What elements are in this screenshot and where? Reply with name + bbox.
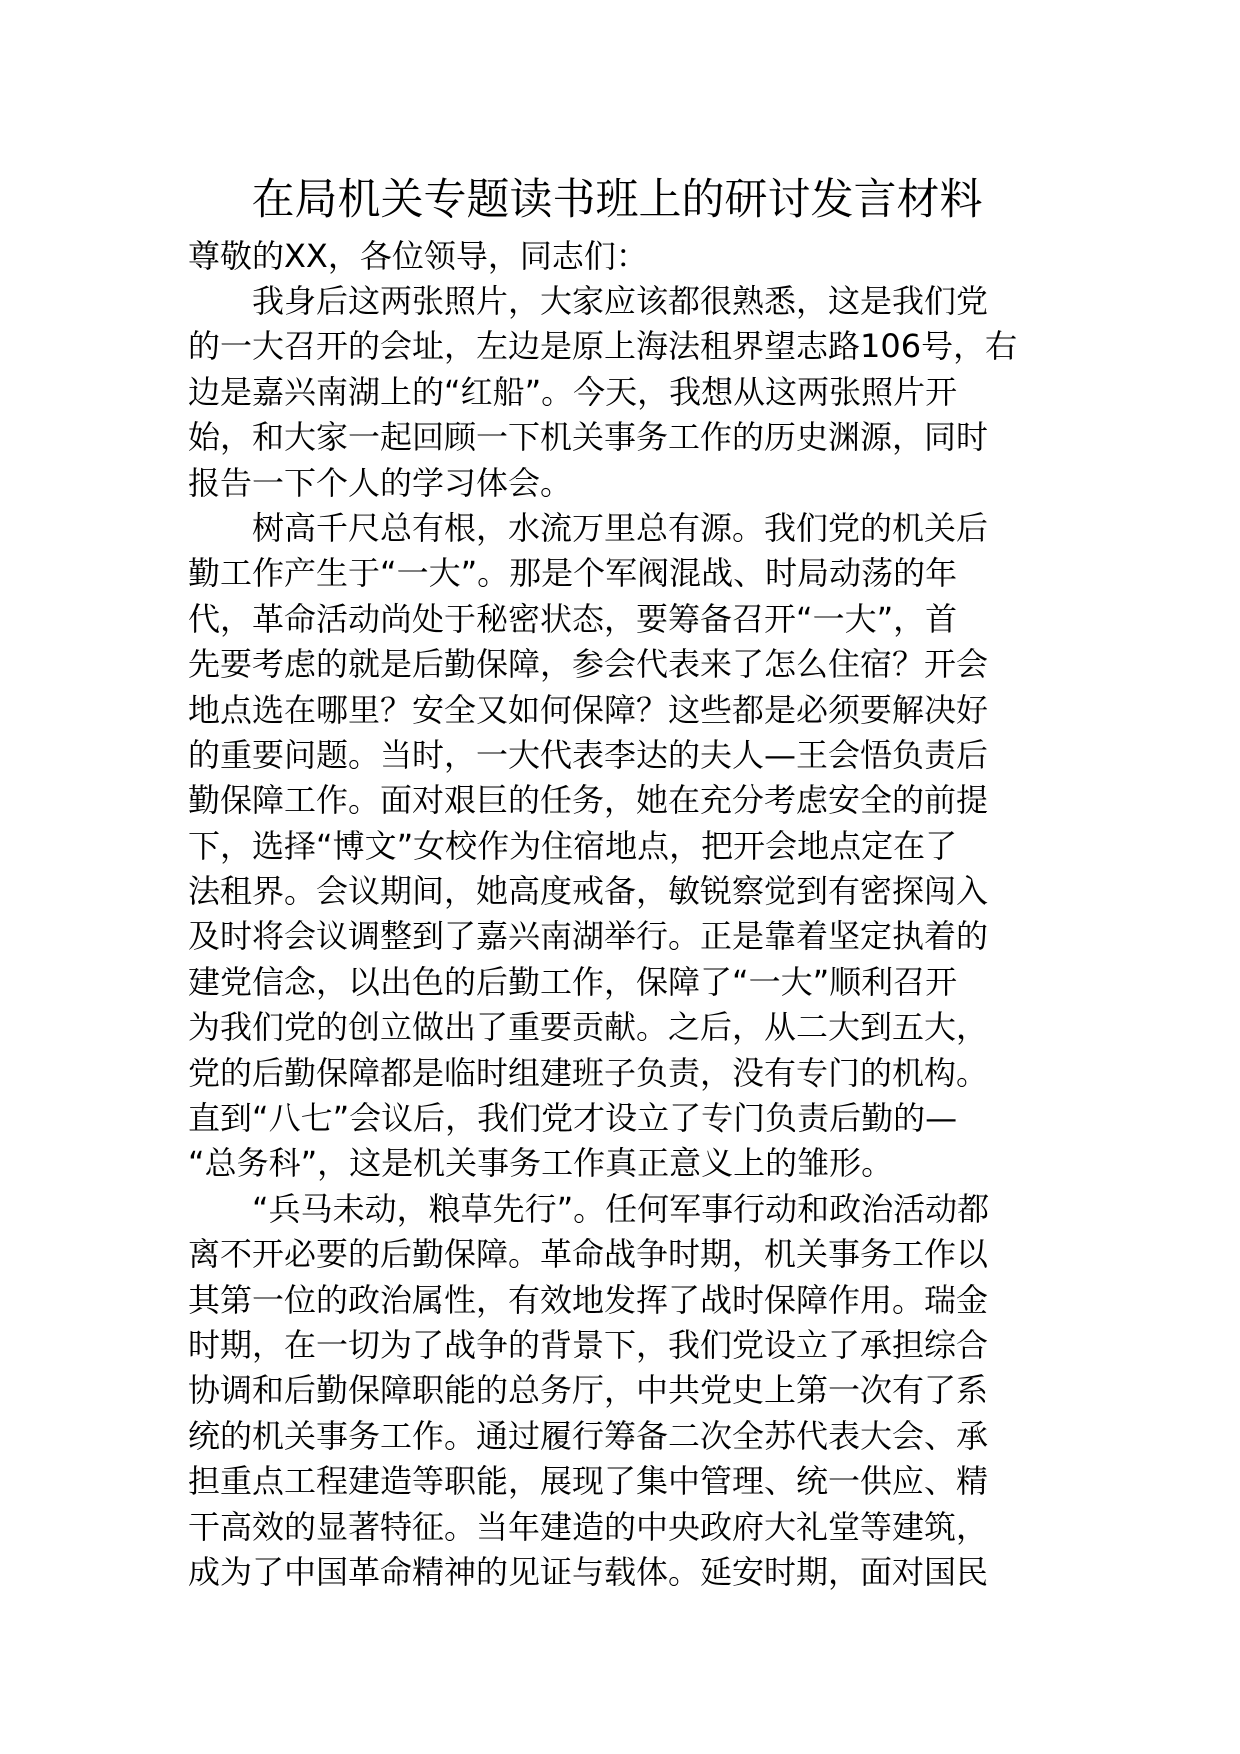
paragraph-line: 下，选择“博文”女校作为住宿地点，把开会地点定在了 [188, 826, 958, 865]
paragraph-line: 勤工作产生于“一大”。那是个军阀混战、时局动荡的年 [188, 554, 958, 593]
salutation: 尊敬的XX，各位领导，同志们： [188, 237, 648, 275]
paragraph-line: 始，和大家一起回顾一下机关事务工作的历史渊源，同时 [188, 418, 989, 457]
paragraph-line: 离不开必要的后勤保障。革命战争时期，机关事务工作以 [188, 1235, 989, 1274]
paragraph-line: 担重点工程建造等职能，展现了集中管理、统一供应、精 [188, 1462, 989, 1501]
paragraph-line: 成为了中国革命精神的见证与载体。延安时期，面对国民 [188, 1552, 989, 1591]
paragraph-2 [188, 506, 1060, 1187]
paragraph-line: 其第一位的政治属性，有效地发挥了战时保障作用。瑞金 [188, 1280, 989, 1319]
paragraph-line: 党的后勤保障都是临时组建班子负责，没有专门的机构。 [188, 1053, 989, 1092]
paragraph-line: 统的机关事务工作。通过履行筹备二次全苏代表大会、承 [188, 1416, 989, 1455]
paragraph-line: “总务科”，这是机关事务工作真正意义上的雏形。 [188, 1144, 894, 1183]
paragraph-line: 建党信念，以出色的后勤工作，保障了“一大”顺利召开 [188, 962, 958, 1001]
paragraph-line: “兵马未动，粮草先行”。任何军事行动和政治活动都 [252, 1189, 990, 1228]
paragraph-line: 先要考虑的就是后勤保障，参会代表来了怎么住宿？开会 [188, 645, 989, 684]
paragraph-line: 为我们党的创立做出了重要贡献。之后，从二大到五大， [188, 1008, 989, 1047]
paragraph-line: 的重要问题。当时，一大代表李达的夫人—王会悟负责后 [188, 735, 989, 774]
document-page [188, 168, 1060, 1595]
paragraph-line: 我身后这两张照片，大家应该都很熟悉，这是我们党 [252, 282, 989, 320]
paragraph-1 [188, 279, 1060, 506]
paragraph-line: 勤保障工作。面对艰巨的任务，她在充分考虑安全的前提 [188, 781, 989, 820]
paragraph-line: 及时将会议调整到了嘉兴南湖举行。正是靠着坚定执着的 [188, 917, 989, 956]
paragraph-line: 边是嘉兴南湖上的“红船”。今天，我想从这两张照片开 [188, 372, 958, 411]
document-title: 在局机关专题读书班上的研讨发言材料 [251, 175, 983, 225]
paragraph-line: 树高千尺总有根，水流万里总有源。我们党的机关后 [252, 508, 989, 547]
paragraph-line: 报告一下个人的学习体会。 [188, 463, 573, 502]
paragraph-line: 干高效的显著特征。当年建造的中央政府大礼堂等建筑， [188, 1507, 989, 1546]
paragraph-line: 法租界。会议期间，她高度戒备，敏锐察觉到有密探闯入 [188, 872, 989, 911]
paragraph-line: 地点选在哪里？安全又如何保障？这些都是必须要解决好 [188, 690, 989, 729]
paragraph-line: 代，革命活动尚处于秘密状态，要筹备召开“一大”，首 [188, 599, 958, 638]
paragraph-line: 协调和后勤保障职能的总务厅，中共党史上第一次有了系 [188, 1371, 989, 1410]
paragraph-3 [188, 1187, 1060, 1596]
paragraph-line: 的一大召开的会址，左边是原上海法租界望志路106号，右 [188, 327, 1018, 366]
paragraph-line: 时期，在一切为了战争的背景下，我们党设立了承担综合 [188, 1325, 989, 1364]
paragraph-line: 直到“八七”会议后，我们党才设立了专门负责后勤的— [188, 1099, 958, 1138]
